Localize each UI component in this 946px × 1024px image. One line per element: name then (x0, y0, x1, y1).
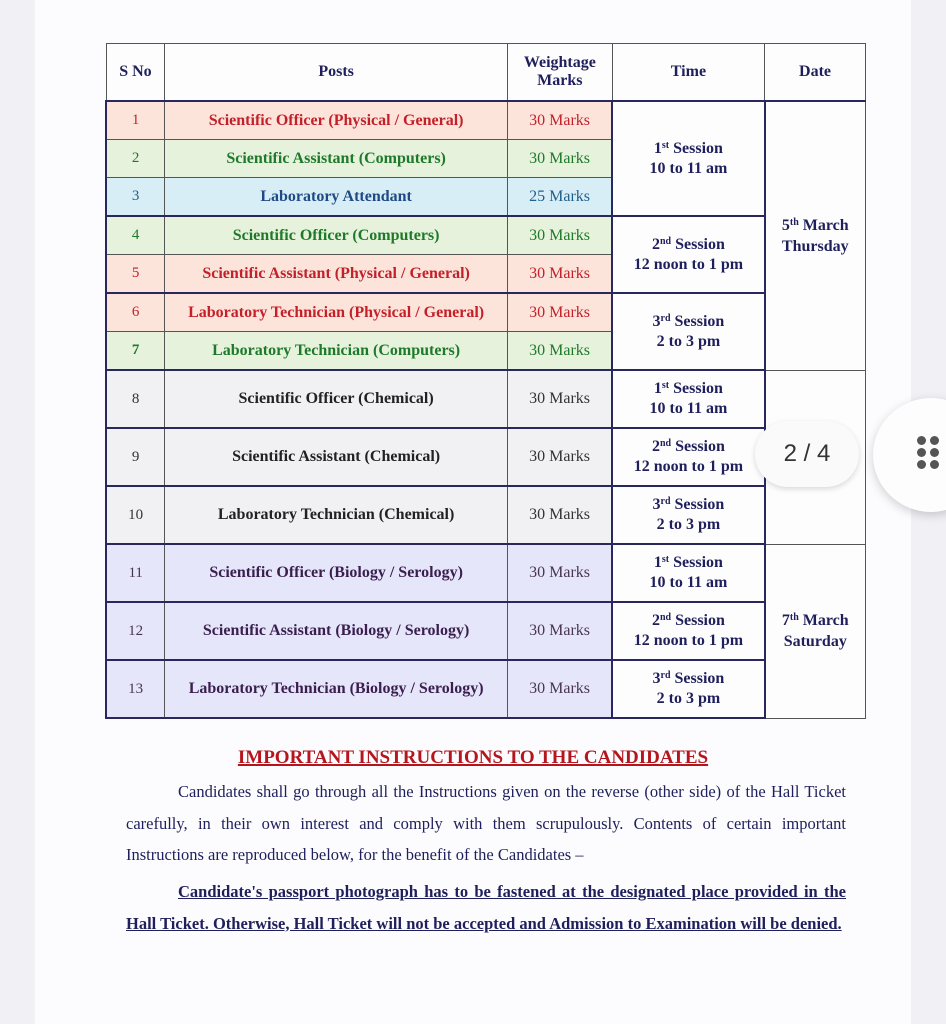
cell-post: Scientific Assistant (Physical / General) (165, 255, 508, 294)
cell-sno: 6 (106, 293, 165, 332)
session-time: 2 to 3 pm (656, 690, 721, 707)
cell-sno: 13 (106, 660, 165, 718)
instructions-paragraph-2 (126, 876, 846, 939)
cell-marks: 30 Marks (507, 255, 612, 294)
session-num: 3 (652, 496, 661, 513)
session-label: Session (669, 554, 723, 571)
session-sup: nd (659, 612, 672, 623)
cell-session-3 (612, 293, 764, 370)
session-sup: nd (659, 438, 672, 449)
session-label: Session (670, 312, 725, 330)
session-num: 3 (652, 670, 661, 687)
cell-post: Scientific Officer (Physical / General) (165, 101, 508, 140)
cell-post: Scientific Assistant (Biology / Serology) (165, 602, 508, 660)
session-time: 12 noon to 1 pm (633, 255, 744, 273)
date-month: March (798, 612, 849, 629)
cell-sno: 11 (106, 544, 165, 602)
session-label: Session (670, 670, 725, 687)
session-num: 2 (651, 235, 660, 253)
cell-session-1 (612, 370, 764, 428)
session-num: 2 (651, 438, 660, 455)
session-time: 10 to 11 am (649, 574, 728, 591)
cell-session-2 (612, 602, 764, 660)
header-marks-line2: Marks (537, 72, 583, 89)
date-sup: th (789, 216, 799, 228)
instructions-title: IMPORTANT INSTRUCTIONS TO THE CANDIDATES (237, 747, 709, 768)
header-sno: S No (106, 44, 165, 102)
cell-sno: 12 (106, 602, 165, 660)
table-header-row (106, 44, 866, 102)
cell-marks: 30 Marks (507, 101, 612, 140)
cell-marks: 30 Marks (507, 332, 612, 371)
session-sup: rd (660, 312, 671, 324)
cell-sno: 3 (106, 178, 165, 217)
session-num: 1 (653, 380, 662, 397)
document-page (35, 0, 911, 1024)
session-label: Session (671, 235, 725, 253)
cell-marks: 30 Marks (507, 544, 612, 602)
cell-sno: 9 (106, 428, 165, 486)
session-sup: st (661, 380, 670, 391)
session-label: Session (670, 496, 725, 513)
session-sup: rd (660, 496, 671, 507)
cell-sno: 5 (106, 255, 165, 294)
session-sup: st (661, 554, 670, 565)
session-time: 10 to 11 am (649, 159, 728, 177)
cell-sno: 10 (106, 486, 165, 544)
session-num: 2 (651, 612, 660, 629)
session-label: Session (671, 612, 725, 629)
session-label: Session (669, 380, 723, 397)
date-day: Saturday (783, 633, 847, 650)
cell-sno: 4 (106, 216, 165, 255)
session-num: 1 (653, 554, 662, 571)
header-posts: Posts (165, 44, 508, 102)
cell-marks: 25 Marks (507, 178, 612, 217)
table-row (106, 293, 866, 332)
cell-session-2 (612, 216, 764, 293)
session-sup: st (661, 139, 670, 151)
cell-sno: 2 (106, 140, 165, 178)
table-row (106, 216, 866, 255)
cell-post: Laboratory Technician (Computers) (165, 332, 508, 371)
session-time: 2 to 3 pm (656, 516, 721, 533)
session-time: 10 to 11 am (649, 400, 728, 417)
table-row (106, 101, 866, 140)
session-num: 1 (653, 139, 662, 157)
table-row (106, 428, 866, 486)
cell-sno: 7 (106, 332, 165, 371)
instructions-paragraph-1 (126, 776, 846, 871)
exam-schedule-table (105, 43, 866, 719)
cell-marks: 30 Marks (507, 486, 612, 544)
cell-sno: 1 (106, 101, 165, 140)
cell-post: Scientific Officer (Computers) (165, 216, 508, 255)
cell-post: Laboratory Attendant (165, 178, 508, 217)
date-day: Thursday (781, 237, 849, 255)
date-num: 5 (781, 216, 790, 234)
table-row (106, 660, 866, 718)
header-time: Time (612, 44, 764, 102)
date-month: March (798, 216, 849, 234)
header-date: Date (765, 44, 866, 102)
paragraph-2-text: Candidate's passport photograph has to be fastened at the designated place provided in the Hall Ticket. Otherwise, Hall Ticket will not be accepted and Admission to Examination will be denied. (126, 882, 846, 933)
table-row (106, 486, 866, 544)
cell-marks: 30 Marks (507, 428, 612, 486)
table-row (106, 602, 866, 660)
cell-marks: 30 Marks (507, 140, 612, 178)
cell-session-3 (612, 660, 764, 718)
date-sup: th (789, 612, 799, 623)
cell-marks: 30 Marks (507, 216, 612, 255)
session-label: Session (669, 139, 723, 157)
cell-session-1 (612, 101, 764, 216)
cell-date-2 (765, 544, 866, 718)
session-time: 12 noon to 1 pm (633, 458, 744, 475)
table-row (106, 544, 866, 602)
paragraph-1-text: Candidates shall go through all the Instructions given on the reverse (other side) of the Hall Ticket carefully, in their own interest and comply with them scrupulously. Contents of certain important Instructions are reproduced below, for the benefit of the Candidates – (126, 782, 846, 864)
header-marks (507, 44, 612, 102)
session-sup: rd (660, 670, 671, 681)
cell-date-1 (765, 101, 866, 370)
session-time: 12 noon to 1 pm (633, 632, 744, 649)
cell-marks: 30 Marks (507, 660, 612, 718)
cell-post: Scientific Officer (Chemical) (165, 370, 508, 428)
session-label: Session (671, 438, 725, 455)
cell-marks: 30 Marks (507, 293, 612, 332)
cell-post: Laboratory Technician (Physical / General) (165, 293, 508, 332)
cell-post: Scientific Assistant (Computers) (165, 140, 508, 178)
cell-session-1 (612, 544, 764, 602)
cell-sno: 8 (106, 370, 165, 428)
cell-marks: 30 Marks (507, 602, 612, 660)
session-num: 3 (652, 312, 661, 330)
cell-session-2 (612, 428, 764, 486)
cell-post: Laboratory Technician (Chemical) (165, 486, 508, 544)
header-marks-line1: Weightage (523, 54, 596, 71)
table-row (106, 370, 866, 428)
date-num: 7 (781, 612, 790, 629)
cell-post: Scientific Officer (Biology / Serology) (165, 544, 508, 602)
cell-post: Laboratory Technician (Biology / Serology) (165, 660, 508, 718)
page-indicator: 2 / 4 (755, 421, 859, 487)
session-time: 2 to 3 pm (656, 332, 721, 350)
session-sup: nd (659, 235, 672, 247)
cell-marks: 30 Marks (507, 370, 612, 428)
cell-post: Scientific Assistant (Chemical) (165, 428, 508, 486)
cell-session-3 (612, 486, 764, 544)
grid-dots-icon (917, 436, 941, 470)
